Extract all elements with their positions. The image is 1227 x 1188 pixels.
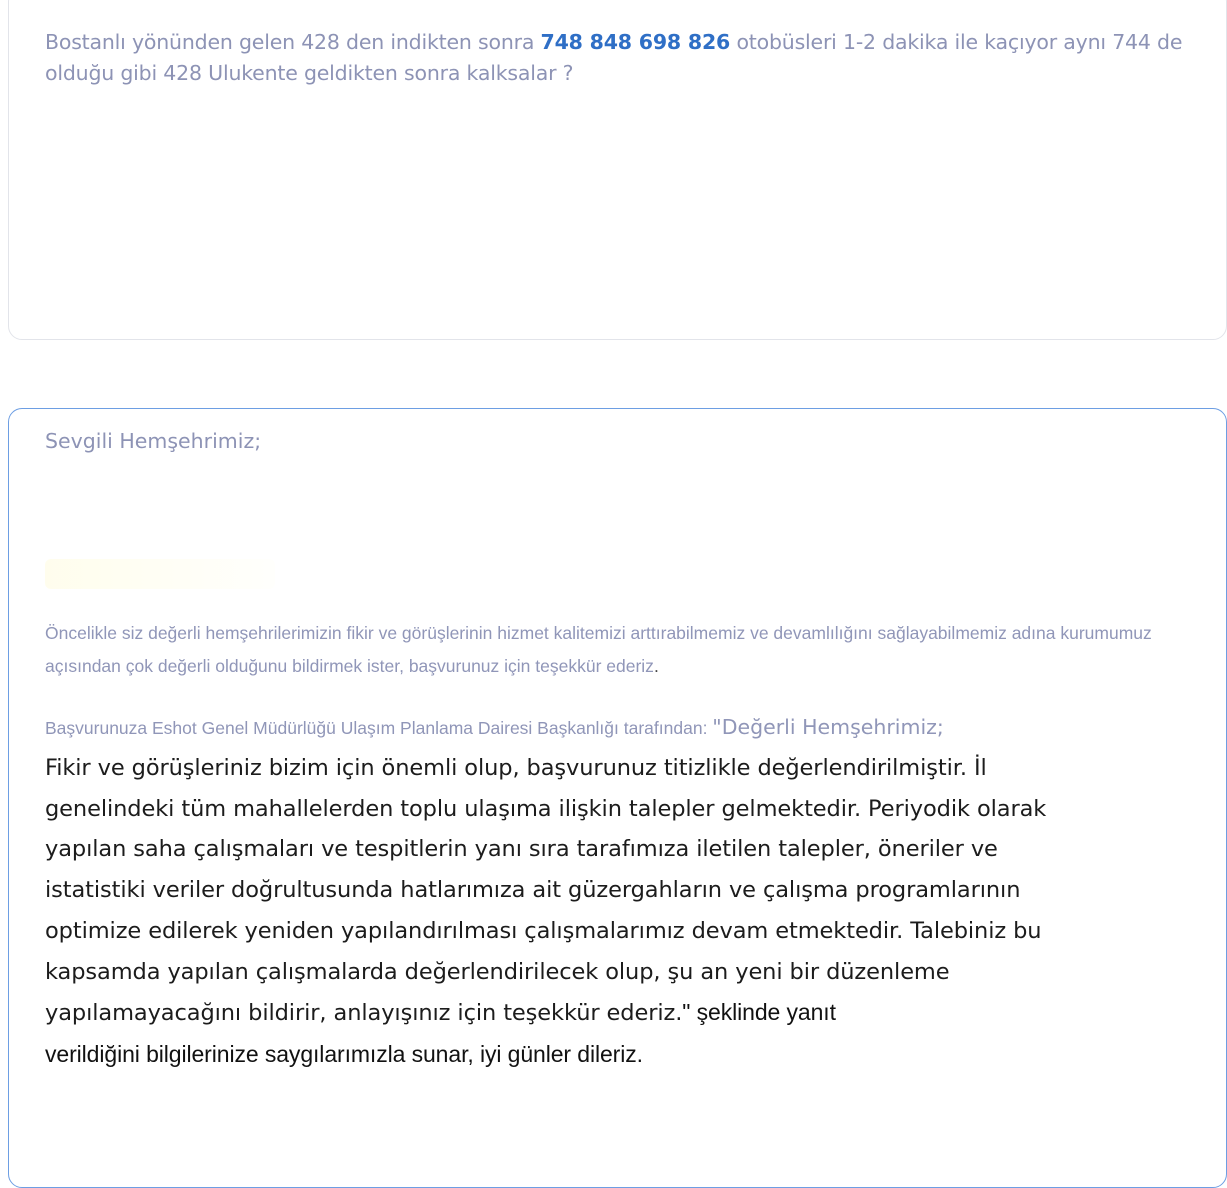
question-card (8, 0, 1227, 340)
faded-text-artifact (45, 559, 275, 589)
forward-prefix: Başvurunuza Eshot Genel Müdürlüğü Ulaşım Planlama Dairesi Başkanlığı tarafından: (45, 718, 713, 738)
reply-closing: verildiğini bilgilerinize saygılarımızla sunar, iyi günler dileriz. (45, 1040, 643, 1067)
question-text-after: otobüsleri 1-2 dakika ile kaçıyor aynı 744 de olduğu gibi 428 Ulukente geldikten sonra kalksalar ? (45, 30, 1183, 85)
reply-body-line-7-main: yapılamayacağını bildirir, anlayışınız için teşekkür ederiz. (45, 1000, 683, 1027)
reply-body-line-7-tail: " şeklinde yanıt (682, 999, 836, 1026)
reply-card (8, 408, 1227, 1188)
reply-body-line: istatistiki veriler doğrultusunda hatlarımıza ait güzergahların ve çalışma programlarının (45, 877, 1021, 904)
reply-intro (45, 617, 1205, 683)
reply-intro-text: Öncelikle siz değerli hemşehrilerimizin fikir ve görüşlerinin hizmet kalitemizi arttırabilmemiz ve devamlılığını sağlayabilmemiz adına kurumumuz açısından çok değerli olduğunu bildirmek ister, başvurunuz için teşekkür ederiz (45, 623, 1152, 676)
reply-greeting: Sevgili Hemşehrimiz; (45, 429, 262, 453)
question-text (45, 27, 1195, 89)
bus-line-numbers: 748 848 698 826 (540, 30, 731, 54)
reply-body-line: optimize edilerek yeniden yapılandırılması çalışmalarımız devam etmektedir. Talebiniz bu (45, 917, 1042, 944)
forward-quote-start: "Değerli Hemşehrimiz; (712, 715, 944, 739)
reply-body (45, 748, 1205, 1075)
reply-body-line: genelindeki tüm mahallelerden toplu ulaşıma ilişkin talepler gelmektedir. Periyodik olarak (45, 795, 1047, 822)
reply-body-line: yapılan saha çalışmaları ve tespitlerin yanı sıra tarafımıza iletilen talepler, öneriler ve (45, 836, 998, 863)
question-text-before: Bostanlı yönünden gelen 428 den indikten sonra (45, 30, 541, 54)
reply-body-line: kapsamda yapılan çalışmalarda değerlendirilecek olup, şu an yeni bir düzenleme (45, 958, 950, 985)
reply-forward-line (45, 714, 1205, 741)
reply-body-line-7 (45, 992, 1205, 1034)
reply-intro-end: . (653, 656, 659, 676)
reply-body-line: Fikir ve görüşleriniz bizim için önemli olup, başvurunuz titizlikle değerlendirilmiştir. İl (45, 755, 987, 781)
